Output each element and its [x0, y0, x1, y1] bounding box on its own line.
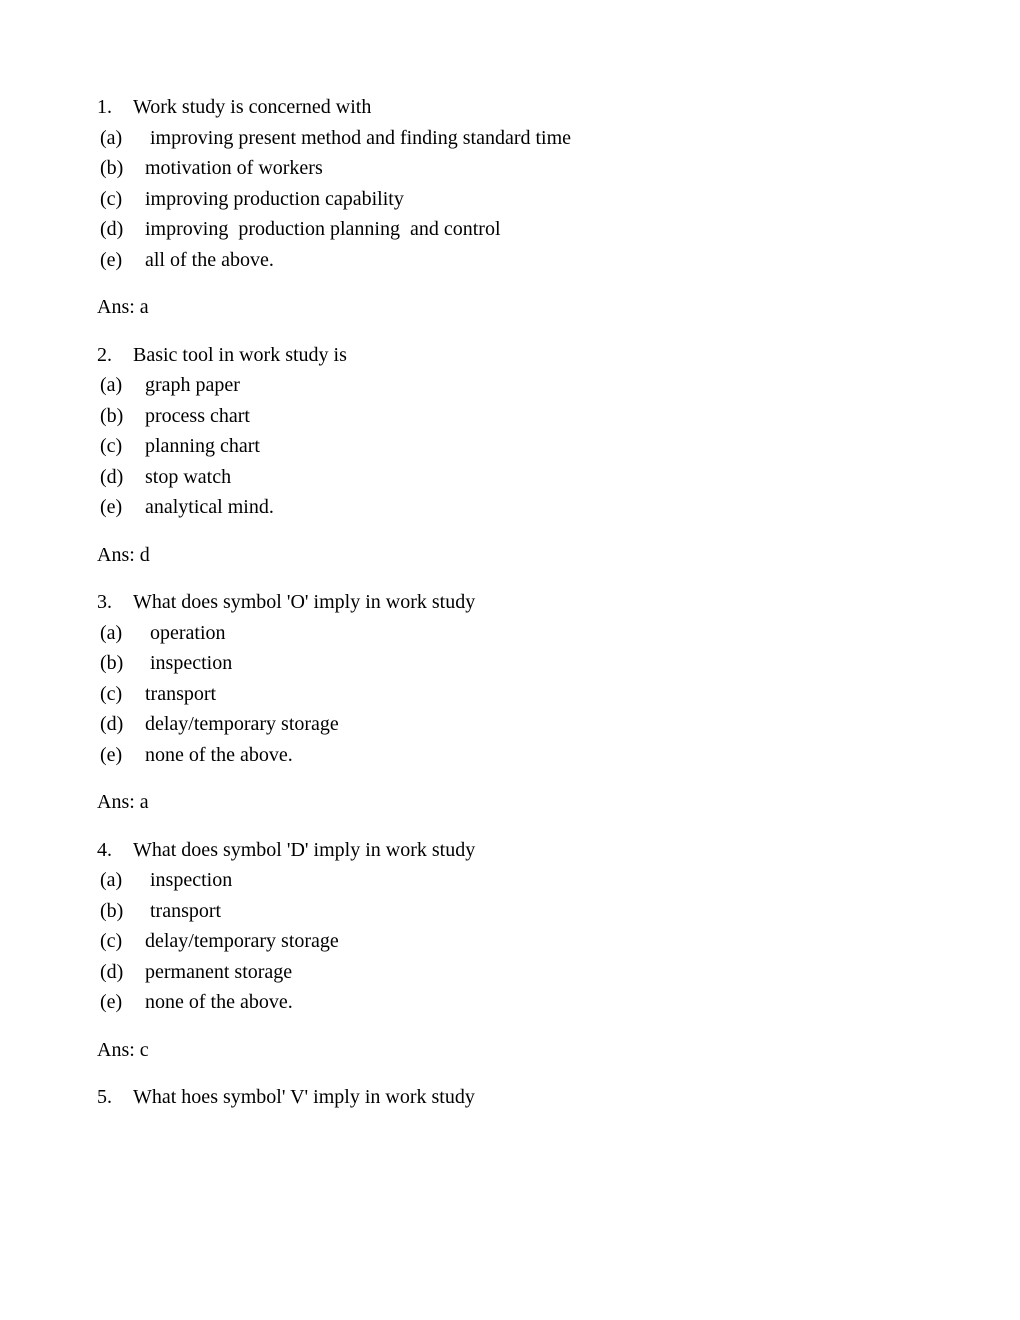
answer-text: Ans: d	[97, 543, 150, 566]
question-row	[97, 340, 960, 371]
option-text: improving production planning and control	[145, 218, 501, 240]
option-text: motivation of workers	[145, 157, 323, 179]
option-text: transport	[145, 682, 217, 705]
option-row	[100, 245, 960, 276]
option-text: none of the above.	[145, 743, 293, 766]
question-text: Basic tool in work study is	[133, 343, 347, 366]
option-letter: (b)	[100, 652, 124, 674]
question-row	[97, 1082, 960, 1113]
option-letter: (a)	[100, 126, 123, 149]
option-row	[100, 618, 960, 649]
option-row	[100, 709, 960, 740]
option-text: delay/temporary storage	[145, 930, 339, 952]
question-number: 2.	[97, 343, 112, 366]
option-text: delay/temporary storage	[145, 713, 339, 735]
option-letter: (a)	[100, 374, 123, 396]
answer-text: Ans: a	[97, 791, 149, 813]
question-number: 5.	[97, 1086, 112, 1108]
question-number: 1.	[97, 96, 112, 118]
option-letter: (d)	[100, 218, 124, 240]
option-text: inspection	[145, 652, 233, 674]
option-letter: (a)	[100, 869, 123, 891]
question-row	[97, 587, 960, 618]
option-text: all of the above.	[145, 248, 274, 271]
option-text: improving present method and finding standard time	[145, 126, 572, 149]
option-row	[100, 153, 960, 184]
option-row	[100, 214, 960, 245]
option-row	[100, 957, 960, 988]
question-list	[97, 92, 960, 1113]
option-letter: (c)	[100, 435, 123, 457]
option-text: planning chart	[145, 435, 260, 457]
question-number: 4.	[97, 838, 112, 861]
option-letter: (d)	[100, 713, 124, 735]
question-row	[97, 835, 960, 866]
option-text: improving production capability	[145, 187, 404, 210]
option-letter: (d)	[100, 465, 124, 488]
option-letter: (e)	[100, 991, 123, 1013]
option-letter: (e)	[100, 248, 123, 271]
option-text: transport	[145, 899, 222, 922]
question-number: 3.	[97, 591, 112, 613]
option-row	[100, 370, 960, 401]
answer-text: Ans: c	[97, 1038, 149, 1061]
option-row	[100, 679, 960, 710]
answer-text: Ans: a	[97, 296, 149, 318]
option-text: none of the above.	[145, 991, 293, 1013]
option-text: stop watch	[145, 465, 232, 488]
question-text: What does symbol 'O' imply in work study	[133, 591, 476, 613]
option-letter: (e)	[100, 743, 123, 766]
option-letter: (b)	[100, 404, 124, 427]
option-row	[100, 896, 960, 927]
option-row	[100, 184, 960, 215]
option-letter: (c)	[100, 682, 123, 705]
option-letter: (c)	[100, 930, 123, 952]
option-letter: (e)	[100, 496, 123, 518]
option-row	[100, 865, 960, 896]
option-letter: (a)	[100, 621, 123, 644]
question-row	[97, 92, 960, 123]
option-letter: (c)	[100, 187, 123, 210]
option-letter: (d)	[100, 960, 124, 983]
option-row	[100, 123, 960, 154]
question-text: What does symbol 'D' imply in work study	[133, 838, 476, 861]
option-text: permanent storage	[145, 960, 293, 983]
option-row	[100, 926, 960, 957]
option-letter: (b)	[100, 157, 124, 179]
option-text: operation	[145, 621, 226, 644]
option-row	[100, 740, 960, 771]
option-text: process chart	[145, 404, 250, 427]
option-row	[100, 401, 960, 432]
option-row	[100, 987, 960, 1018]
option-text: inspection	[145, 869, 233, 891]
option-row	[100, 648, 960, 679]
option-row	[100, 462, 960, 493]
option-text: graph paper	[145, 374, 240, 396]
option-row	[100, 492, 960, 523]
option-letter: (b)	[100, 899, 124, 922]
question-text: What hoes symbol' V' imply in work study	[133, 1086, 475, 1108]
option-text: analytical mind.	[145, 496, 274, 518]
option-row	[100, 431, 960, 462]
question-text: Work study is concerned with	[133, 96, 372, 118]
